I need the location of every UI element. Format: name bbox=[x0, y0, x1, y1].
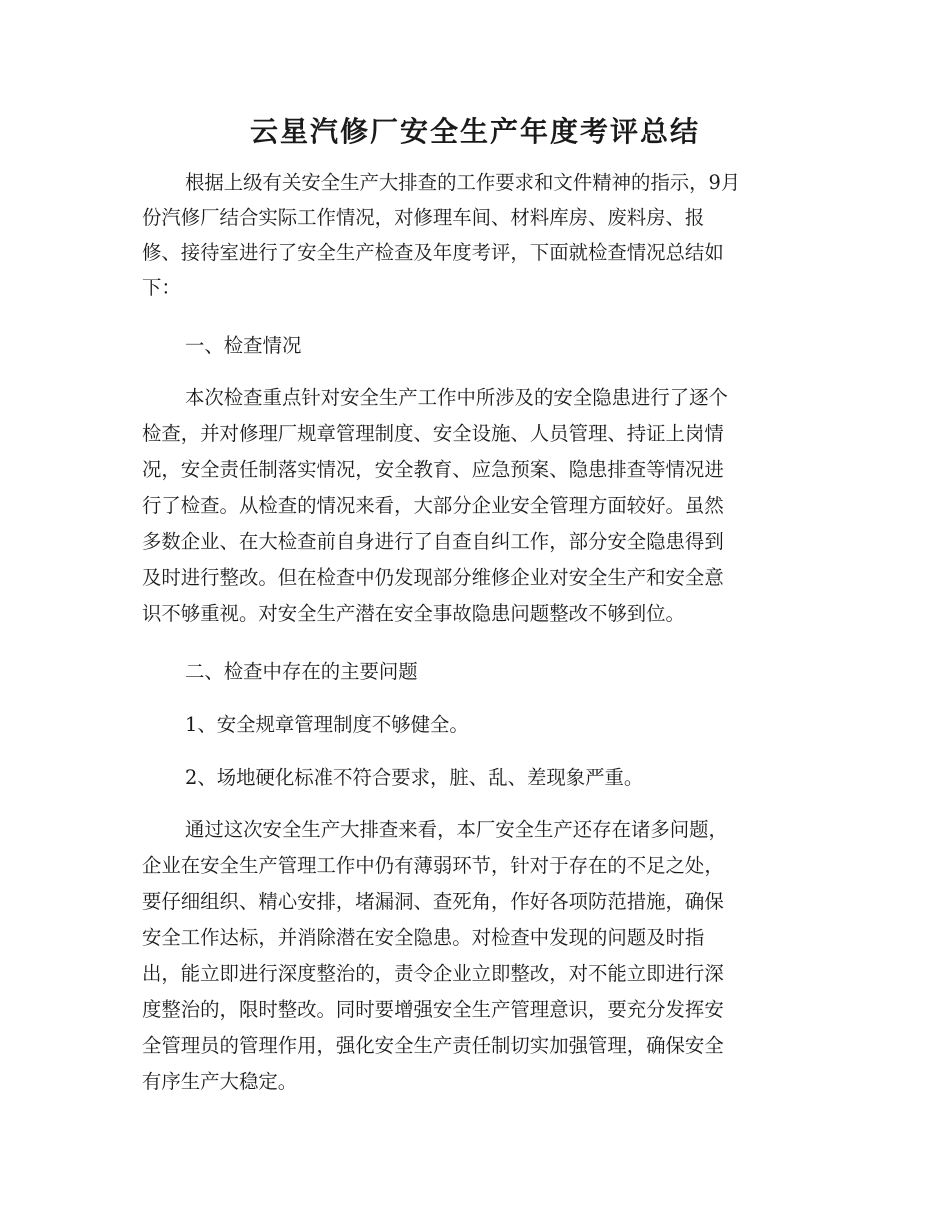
conclusion-line: 安全工作达标，并消除潜在安全隐患。对检查中发现的问题及时指 bbox=[142, 926, 705, 949]
problem-item-2: 2、场地硬化标准不符合要求，脏、乱、差现象严重。 bbox=[185, 766, 644, 789]
conclusion-line: 企业在安全生产管理工作中仍有薄弱环节，针对于存在的不足之处， bbox=[142, 854, 724, 877]
conclusion-line: 出，能立即进行深度整治的，责令企业立即整改，对不能立即进行深 bbox=[142, 962, 724, 985]
conclusion-line: 通过这次安全生产大排查来看，本厂安全生产还存在诸多问题， bbox=[185, 818, 728, 841]
section1-line: 检查，并对修理厂规章管理制度、安全设施、人员管理、持证上岗情 bbox=[142, 422, 724, 445]
conclusion-line: 有序生产大稳定。 bbox=[142, 1070, 298, 1093]
section1-line: 本次检查重点针对安全生产工作中所涉及的安全隐患进行了逐个 bbox=[185, 386, 728, 409]
section2-heading: 二、检查中存在的主要问题 bbox=[185, 660, 418, 683]
intro-line: 下： bbox=[142, 276, 181, 299]
section1-line: 识不够重视。对安全生产潜在安全事故隐患问题整改不够到位。 bbox=[142, 602, 685, 625]
conclusion-line: 度整治的，限时整改。同时要增强安全生产管理意识，要充分发挥安 bbox=[142, 998, 724, 1021]
intro-line: 份汽修厂结合实际工作情况，对修理车间、材料库房、废料房、报 bbox=[142, 206, 705, 229]
conclusion-line: 全管理员的管理作用，强化安全生产责任制切实加强管理，确保安全 bbox=[142, 1034, 724, 1057]
intro-line: 根据上级有关安全生产大排查的工作要求和文件精神的指示，9月 bbox=[185, 171, 741, 194]
conclusion-line: 要仔细组织、精心安排，堵漏洞、查死角，作好各项防范措施，确保 bbox=[142, 890, 724, 913]
section1-line: 多数企业、在大检查前自身进行了自查自纠工作，部分安全隐患得到 bbox=[142, 530, 724, 553]
document-title: 云星汽修厂安全生产年度考评总结 bbox=[249, 115, 700, 148]
section1-line: 况，安全责任制落实情况，安全教育、应急预案、隐患排查等情况进 bbox=[142, 458, 724, 481]
section1-line: 行了检查。从检查的情况来看，大部分企业安全管理方面较好。虽然 bbox=[142, 494, 724, 517]
section1-heading: 一、检查情况 bbox=[185, 334, 302, 357]
section1-line: 及时进行整改。但在检查中仍发现部分维修企业对安全生产和安全意 bbox=[142, 566, 724, 589]
problem-item-1: 1、安全规章管理制度不够健全。 bbox=[185, 713, 469, 736]
intro-line: 修、接待室进行了安全生产检查及年度考评，下面就检查情况总结如 bbox=[142, 241, 724, 264]
